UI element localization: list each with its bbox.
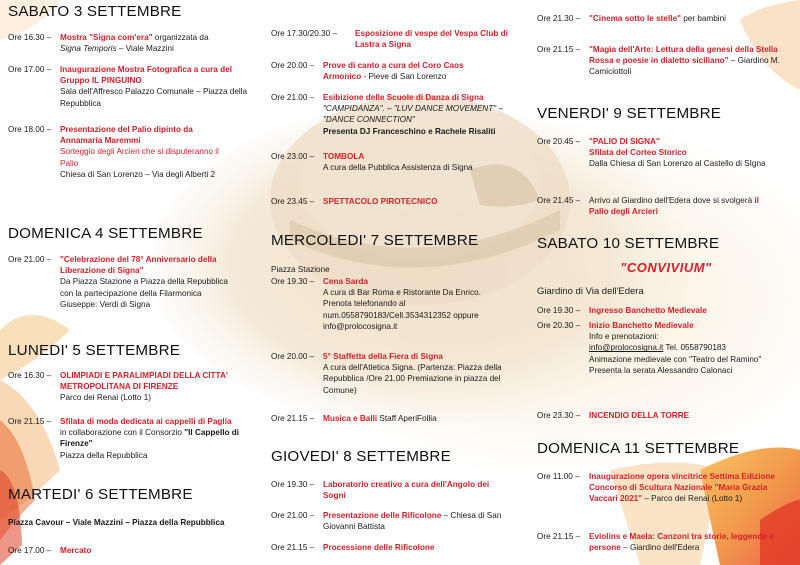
event-detail: A cura di Bar Roma e Ristorante Da Enrico. Prenota telefonando al num.0558790183/Cell.3534312352 oppure info@prolocosigna.it: [323, 288, 481, 331]
event-location: Giardino di Via dell'Edera: [537, 286, 644, 297]
event-title: Mostra "Signa com'era": [60, 33, 153, 42]
event-title: Ingresso Banchetto Medievale: [589, 306, 707, 315]
event-title: Presentazione del Palio dipinto da Annamaria Maremmi: [60, 125, 193, 146]
day-title-giovedi-8: GIOVEDI' 8 SETTEMBRE: [271, 448, 451, 465]
event-title: il Palio degli Arcieri: [589, 196, 759, 217]
event-magia-arte: [537, 44, 795, 78]
event-host: Presenta DJ Franceschino e Rachele Risaliti: [323, 126, 496, 136]
event-place: Sala dell'Affresco Palazzo Comunale – Piazza della Repubblica: [60, 87, 248, 108]
event-detail: per bambini: [680, 14, 726, 23]
event-title: OLIMPIADI E PARALIMPIADI DELLA CITTA' METROPOLITANA DI FIRENZE: [60, 371, 228, 392]
event-time: Ore 21.15 –: [271, 543, 315, 552]
convivium-title: "CONVIVIUM": [620, 260, 712, 275]
event-title: Mercato: [60, 546, 92, 555]
event-route: Dalla Chiesa di San Lorenzo al Castello di SIgna: [589, 159, 766, 169]
event-place: Parco dei Renai (Lotto 1): [60, 393, 152, 403]
event-danza: [271, 92, 533, 137]
event-time: Ore 20.00 –: [271, 352, 315, 361]
event-location: Piazza Stazione: [271, 265, 330, 274]
event-time: Ore 23.30 –: [537, 411, 581, 420]
event-place: – Viale Mazzini: [116, 44, 174, 54]
event-mostra-signa: [8, 32, 260, 54]
event-title: Processione delle Rificolone: [323, 543, 435, 552]
market-location: Piazza Cavour – Viale Mazzini – Piazza della Repubblica: [8, 518, 225, 527]
event-laboratorio: [271, 479, 533, 501]
event-time: Ore 21.15 –: [537, 532, 581, 541]
event-place: Piazza della Repubblica: [60, 450, 148, 460]
event-organizer: Staff AperiFollia: [377, 414, 437, 423]
event-detail: Arrivo al Giardino dell'Edera dove si svolgerà: [589, 196, 755, 205]
event-time: Ore 16.30 –: [8, 371, 52, 380]
event-title: SPETTACOLO PIROTECNICO: [323, 197, 438, 206]
event-presentazione-palio: [8, 124, 260, 180]
event-arrivo-giardino: [537, 195, 795, 217]
event-schools: "CAMPIDANZA". – "LUV DANCE MOVEMENT" – "DANCE CONNECTION": [323, 104, 503, 125]
event-cena-sarda: [271, 276, 533, 332]
event-time: Ore 21.15 –: [8, 417, 52, 426]
event-time: Ore 23.45 –: [271, 197, 315, 206]
event-note: Sorteggio degli Arcieri che si disputeranno il Palio: [60, 147, 219, 168]
event-time: Ore 17.30/20.30 –: [271, 29, 338, 38]
event-coro: [271, 60, 533, 82]
event-time: Ore 16.30 –: [8, 33, 52, 42]
event-title: Sfilata di moda dedicata ai cappelli di Paglia: [60, 417, 232, 426]
event-staffetta: [271, 351, 533, 396]
event-title: Laboratorio creativo a cura dell'Angolo dei Sogni: [323, 480, 490, 501]
event-time: Ore 21.30 –: [537, 14, 581, 23]
event-title: TOMBOLA: [323, 152, 365, 161]
event-time: Ore 19.30 –: [271, 480, 315, 489]
event-sfilata-moda: [8, 416, 260, 461]
day-title-lunedi-5: LUNEDI' 5 SETTEMBRE: [8, 342, 181, 359]
event-musica-balli: [271, 413, 533, 424]
day-title-domenica-4: DOMENICA 4 SETTEMBRE: [8, 225, 203, 242]
event-title: "Cinema sotto le stelle": [589, 14, 681, 23]
event-ingresso-banchetto: [537, 305, 795, 316]
event-time: Ore 11.00 –: [537, 472, 580, 481]
event-inaugurazione-opera: [537, 471, 795, 505]
event-incendio-torre: [537, 410, 795, 421]
event-time: Ore 18.00 –: [8, 125, 52, 134]
event-host: Presenta la serata Alessandro Calonaci: [589, 365, 733, 375]
event-title: INCENDIO DELLA TORRE: [589, 411, 690, 420]
event-title: "Celebrazione del 78° Anniversario della Liberazione di Signa": [60, 255, 217, 276]
event-place: – Giardino dell'Edera: [620, 543, 700, 553]
event-title: Inizio Banchetto Medievale: [589, 321, 694, 330]
event-title: Eviolins e Maela: Canzoni tra storie, leggende e persone: [589, 532, 774, 553]
event-partner: "Il Cappello di Firenze": [60, 428, 240, 449]
event-detail: in collaborazione con il Consorzio: [60, 428, 185, 438]
event-olimpiadi: [8, 370, 260, 404]
event-place: Chiesa di San Lorenzo – Via degli Alberti 2: [60, 169, 216, 179]
event-time: Ore 17.00 –: [8, 546, 52, 555]
event-time: Ore 21.00 –: [8, 255, 52, 264]
column-1: [8, 0, 260, 565]
event-title: Esposizione di vespe del Vespa Club di Lastra a Signa: [355, 29, 508, 50]
event-time: Ore 21.15 –: [271, 414, 315, 423]
info-label: Info e prenotazioni:: [589, 332, 659, 342]
event-mercato: [8, 545, 260, 556]
event-detail: Animazione medievale con "Teatro del Ramino": [589, 354, 762, 364]
event-tombola: [271, 151, 533, 173]
event-eviolins: [537, 531, 795, 553]
event-inizio-banchetto: [537, 320, 795, 376]
event-place: – Chiesa di San Giovanni Battista: [323, 511, 502, 532]
day-title-mercoledi-7: MERCOLEDI' 7 SETTEMBRE: [271, 232, 479, 249]
event-celebrazione-liberazione: [8, 254, 260, 310]
event-title: Inaugurazione Mostra Fotografica a cura del Gruppo IL PINGUINO: [60, 65, 232, 86]
column-3: [537, 0, 795, 565]
column-2: [271, 0, 533, 565]
event-place: – Giardino M. Camiciottoli: [589, 56, 780, 77]
day-title-sabato-10: SABATO 10 SETTEMBRE: [537, 235, 720, 252]
event-pirotecnico: [271, 196, 533, 207]
event-time: Ore 21.45 –: [537, 196, 581, 205]
event-palio-signa: [537, 136, 795, 170]
phone-number: Tel. 0558790183: [663, 343, 726, 353]
event-time: Ore 20.45 –: [537, 137, 581, 146]
event-organizer: A cura della Pubblica Assistenza di Signa: [323, 163, 473, 173]
day-title-martedi-6: MARTEDI' 6 SETTEMBRE: [8, 486, 193, 503]
event-organizer: Signa Temporis: [60, 44, 117, 54]
event-vespe: [271, 28, 533, 50]
event-time: Ore 19.30 –: [271, 277, 315, 286]
event-detail: Da Piazza Stazione a Piazza della Repubblica con la partecipazione della Filarmonica Giuseppe: Verdi di Signa: [60, 277, 228, 309]
event-place: - Pieve di San Lorenzo: [361, 72, 447, 82]
event-time: Ore 21.00 –: [271, 93, 315, 102]
day-title-venerdi-9: VENERDI' 9 SETTEMBRE: [537, 105, 722, 122]
day-title-sabato-3: SABATO 3 SETTEMBRE: [8, 3, 182, 20]
event-time: Ore 20.30 –: [537, 321, 581, 330]
event-subtitle: Sfilata del Corteo Storico: [589, 148, 687, 158]
event-time: Ore 17.00 –: [8, 65, 52, 74]
event-title: "Magia dell'Arte: Lettura della genesi della Stella Rossa e poesie in dialetto siciliano": [589, 45, 778, 66]
event-mostra-fotografica: [8, 64, 260, 109]
event-title: Prove di canto a cura del Coro Caos Armonico: [323, 61, 464, 82]
event-detail: A cura dell'Atletica Signa. (Partenza: Piazza della Repubblica /Ore 21.00 Premiazione in piazza del Comune): [323, 363, 502, 395]
event-title: Esibizione delle Scuole di Danza di Signa: [323, 93, 484, 102]
event-time: Ore 21.00 –: [271, 511, 315, 520]
event-rificolone-presentazione: [271, 510, 533, 532]
event-time: Ore 19.30 –: [537, 306, 581, 315]
event-title: 5° Staffetta della Fiera di Signa: [323, 352, 443, 361]
event-processione: [271, 542, 533, 553]
event-place: – Parco dei Renai (Lotto 1): [642, 494, 743, 504]
event-title: Musica e Balli: [323, 414, 378, 423]
email-link[interactable]: info@prolocosigna.it: [589, 343, 664, 353]
event-time: Ore 20.00 –: [271, 61, 315, 70]
event-title: Presentazione delle Rificolone: [323, 511, 442, 520]
event-detail: organizzata da: [152, 33, 209, 42]
event-time: Ore 23.00 –: [271, 152, 315, 161]
event-title: "PALIO DI SIGNA": [589, 137, 660, 146]
event-time: Ore 21.15 –: [537, 45, 581, 54]
event-title: Inaugurazione opera vincitrice Settima Edizione Concorso di Scultura Nazionale "Maria Grazia Vaccari 2021": [589, 472, 776, 504]
event-cinema: [537, 13, 795, 24]
day-title-domenica-11: DOMENICA 11 SETTEMBRE: [537, 440, 740, 457]
event-title: Cena Sarda: [323, 277, 369, 286]
